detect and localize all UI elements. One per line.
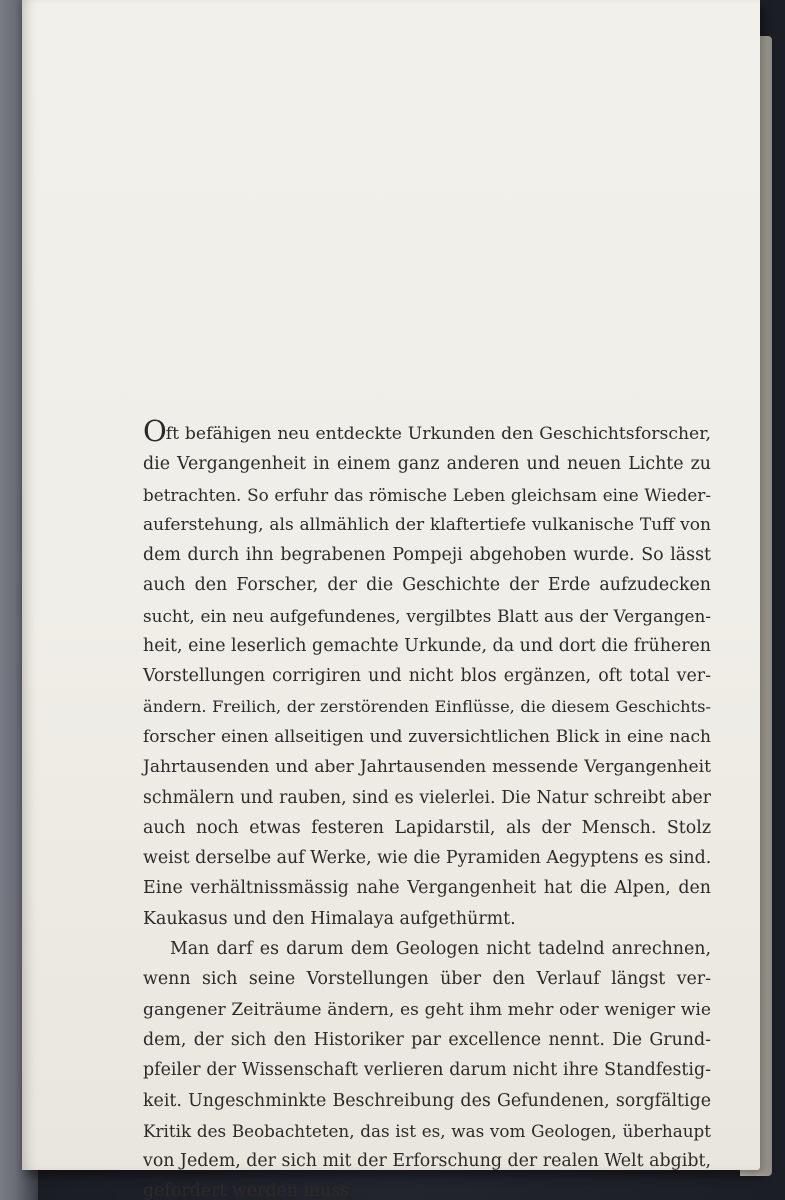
text-line: auch den Forscher, der die Geschichte der Erde aufzudecken (143, 575, 711, 596)
paragraph-2 (143, 934, 711, 1200)
text-line: Man darf es darum dem Geologen nicht tadelnd anrechnen, (170, 939, 711, 960)
text-line: gangener Zeiträume ändern, es geht ihm mehr oder weniger wie (143, 999, 711, 1020)
text-line: heit, eine leserlich gemachte Urkunde, da und dort die früheren (143, 636, 711, 657)
text-line: von Jedem, der sich mit der Erforschung der realen Welt abgibt, (143, 1151, 711, 1172)
text-line: Jahrtausenden und aber Jahrtausenden messende Vergangenheit (143, 757, 711, 778)
text-line: weist derselbe auf Werke, wie die Pyramiden Aegyptens es sind. (143, 848, 712, 869)
text-line: auch noch etwas festeren Lapidarstil, als der Mensch. Stolz (143, 817, 711, 838)
text-line: sucht, ein neu aufgefundenes, vergilbtes Blatt aus der Vergangen- (143, 605, 711, 626)
text-line: Eine verhältnissmässig nahe Vergangenheit hat die Alpen, den (143, 878, 711, 899)
text-line: Vorstellungen corrigiren und nicht blos ergänzen, oft total ver- (143, 666, 711, 687)
text-line: dem, der sich den Historiker par excellence nennt. Die Grund- (143, 1029, 711, 1050)
drop-initial: O (143, 414, 166, 448)
paragraph-1 (143, 414, 712, 934)
text-line: betrachten. So erfuhr das römische Leben gleichsam eine Wieder- (143, 484, 711, 505)
text-line: ändern. Freilich, der zerstörenden Einflüsse, die diesem Geschichts- (143, 696, 711, 716)
text-line: dem durch ihn begrabenen Pompeji abgehoben wurde. So lässt (143, 545, 711, 566)
text-line: pfeiler der Wissenschaft verlieren darum nicht ihre Standfestig- (143, 1060, 711, 1081)
text-line: schmälern und rauben, sind es vielerlei. Die Natur schreibt aber (143, 787, 711, 808)
book-page (22, 0, 760, 1200)
text-line: keit. Ungeschminkte Beschreibung des Gefundenen, sorgfältige (143, 1090, 711, 1111)
text-line: forscher einen allseitigen und zuversichtlichen Blick in eine nach (143, 726, 711, 747)
text-line: Kaukasus und den Himalaya aufgethürmt. (143, 908, 516, 929)
text-line: Kritik des Beobachteten, das ist es, was vom Geologen, überhaupt (143, 1120, 711, 1141)
text-line: Oft befähigen neu entdeckte Urkunden den Geschichtsforscher, (143, 414, 711, 448)
text-line: auferstehung, als allmählich der klaftertiefe vulkanische Tuff von (143, 514, 711, 535)
text-line: gefordert werden muss. (143, 1181, 355, 1200)
text-line: die Vergangenheit in einem ganz anderen und neuen Lichte zu (143, 454, 711, 475)
page-body-text (143, 414, 712, 1200)
text-line: wenn sich seine Vorstellungen über den Verlauf längst ver- (143, 969, 711, 990)
